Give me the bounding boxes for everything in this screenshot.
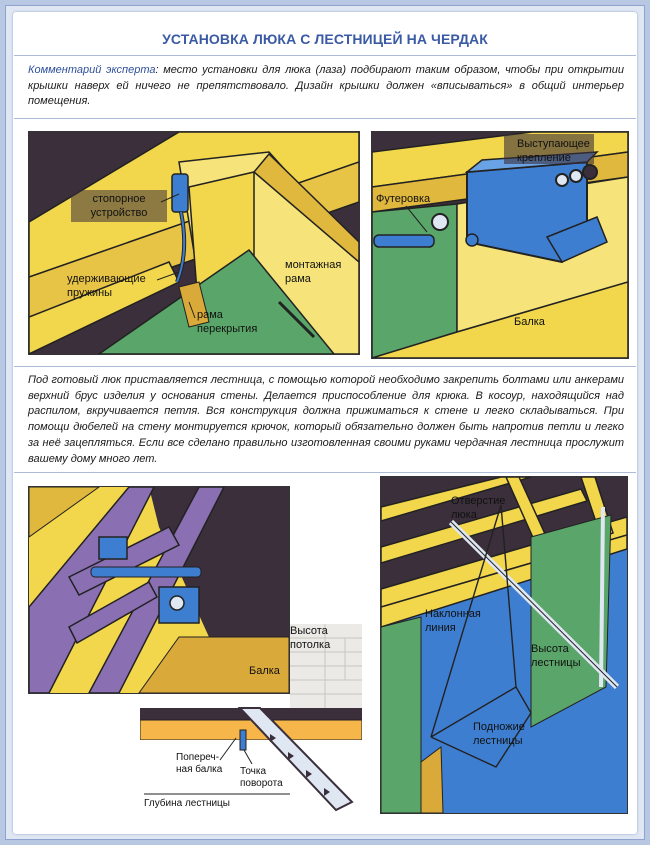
label-ladder-depth: Глубина лестницы [144, 798, 230, 809]
label-springs-2: пружины [67, 287, 113, 299]
figure-hatch-opening [380, 476, 628, 814]
figure-hatch-frame [28, 131, 360, 355]
label-protruding-1: Выступающее [517, 138, 590, 150]
expert-comment-text: : место установки для люка (лаза) подбирают таким образом, чтобы при открытии крышки наверх ей ничего не препятствовало. Дизайн крышки должен «вписываться» в общий интерьер помещения. [28, 64, 624, 108]
label-incline-2: линия [425, 622, 456, 634]
label-stair-foot-1: Подножие [473, 721, 525, 733]
label-ceiling-height-2: потолка [290, 639, 331, 651]
label-stopper-2: устройство [90, 207, 148, 219]
label-hinge-beam: Балка [249, 665, 280, 677]
section-divider-2 [14, 366, 636, 367]
installation-text: Под готовый люк приставляется лестница, с помощью которой необходимо закрепить болтами или анкерами верхний брус изделия у основания стены. Делается приспособление для крюка. В косоур, находящийся над распилом, вкручивается петля. Вся конструкция должна прижиматься к стене и легко складываться. При помощи дюбелей на стену монтируется крючок, который обязательно должен быть напротив петли и легко за неё зацепляться. Если все сделано правильно изготовленная своими руками чердачная лестница прослужит вашему дому много лет. [28, 374, 624, 465]
section-divider-1 [14, 118, 636, 119]
figure-ladder-depth [140, 624, 362, 814]
label-springs-1: удерживающие [67, 273, 146, 285]
label-mount-frame-1: монтажная [285, 259, 342, 271]
label-protruding-2: крепление [517, 152, 571, 164]
label-mount-frame-2: рама [285, 273, 311, 285]
page-title: УСТАНОВКА ЛЮКА С ЛЕСТНИЦЕЙ НА ЧЕРДАК [162, 31, 488, 47]
label-cross-beam-1: Попереч- [176, 752, 220, 763]
label-incline-1: Наклонная [425, 608, 481, 620]
label-lining: Футеровка [376, 193, 431, 205]
label-ceiling-height-1: Высота [290, 625, 328, 637]
label-beam: Балка [514, 316, 545, 328]
title-divider [14, 55, 636, 56]
expert-comment-lead: Комментарий эксперта [28, 64, 156, 76]
label-cross-beam-2: ная балка [176, 764, 223, 775]
label-stopper-1: стопорное [92, 193, 146, 205]
label-ceiling-frame-2: перекрытия [197, 323, 258, 335]
label-stair-foot-2: лестницы [473, 735, 523, 747]
label-hatch-hole-2: люка [451, 509, 477, 521]
figure-bracket [371, 131, 629, 359]
label-ceiling-frame-1: рама [197, 309, 223, 321]
section-divider-3 [14, 472, 636, 473]
label-hatch-hole-1: Отверстие [451, 495, 506, 507]
expert-comment [28, 63, 624, 110]
label-pivot-1: Точка [240, 766, 267, 777]
label-stair-height-1: Высота [531, 643, 569, 655]
label-pivot-2: поворота [240, 778, 283, 789]
label-stair-height-2: лестницы [531, 657, 581, 669]
